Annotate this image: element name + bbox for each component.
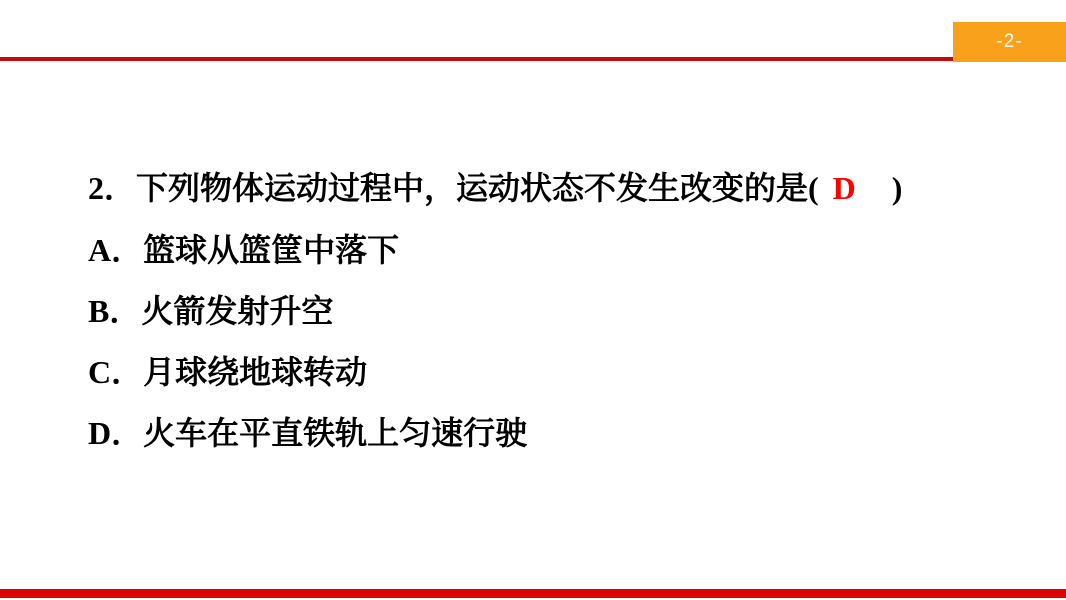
option-a <box>88 229 399 271</box>
page-number: -2- <box>996 31 1023 52</box>
page-number-badge <box>953 22 1066 62</box>
answer-text: D <box>832 170 856 206</box>
option-a-label: A．篮球从篮筐中落下 <box>88 232 400 268</box>
option-c <box>88 351 367 393</box>
option-d-label: D．火车在平直铁轨上匀速行驶 <box>88 415 528 451</box>
top-divider <box>0 57 953 61</box>
option-c-label: C．月球绕地球转动 <box>88 354 368 390</box>
question-close-paren: ) <box>891 170 903 206</box>
bottom-divider <box>0 589 1066 598</box>
option-d <box>88 412 527 454</box>
option-b <box>88 290 333 332</box>
option-b-label: B．火箭发射升空 <box>88 293 334 329</box>
question-line <box>88 167 902 209</box>
question-text: 2．下列物体运动过程中，运动状态不发生改变的是( <box>88 170 819 206</box>
